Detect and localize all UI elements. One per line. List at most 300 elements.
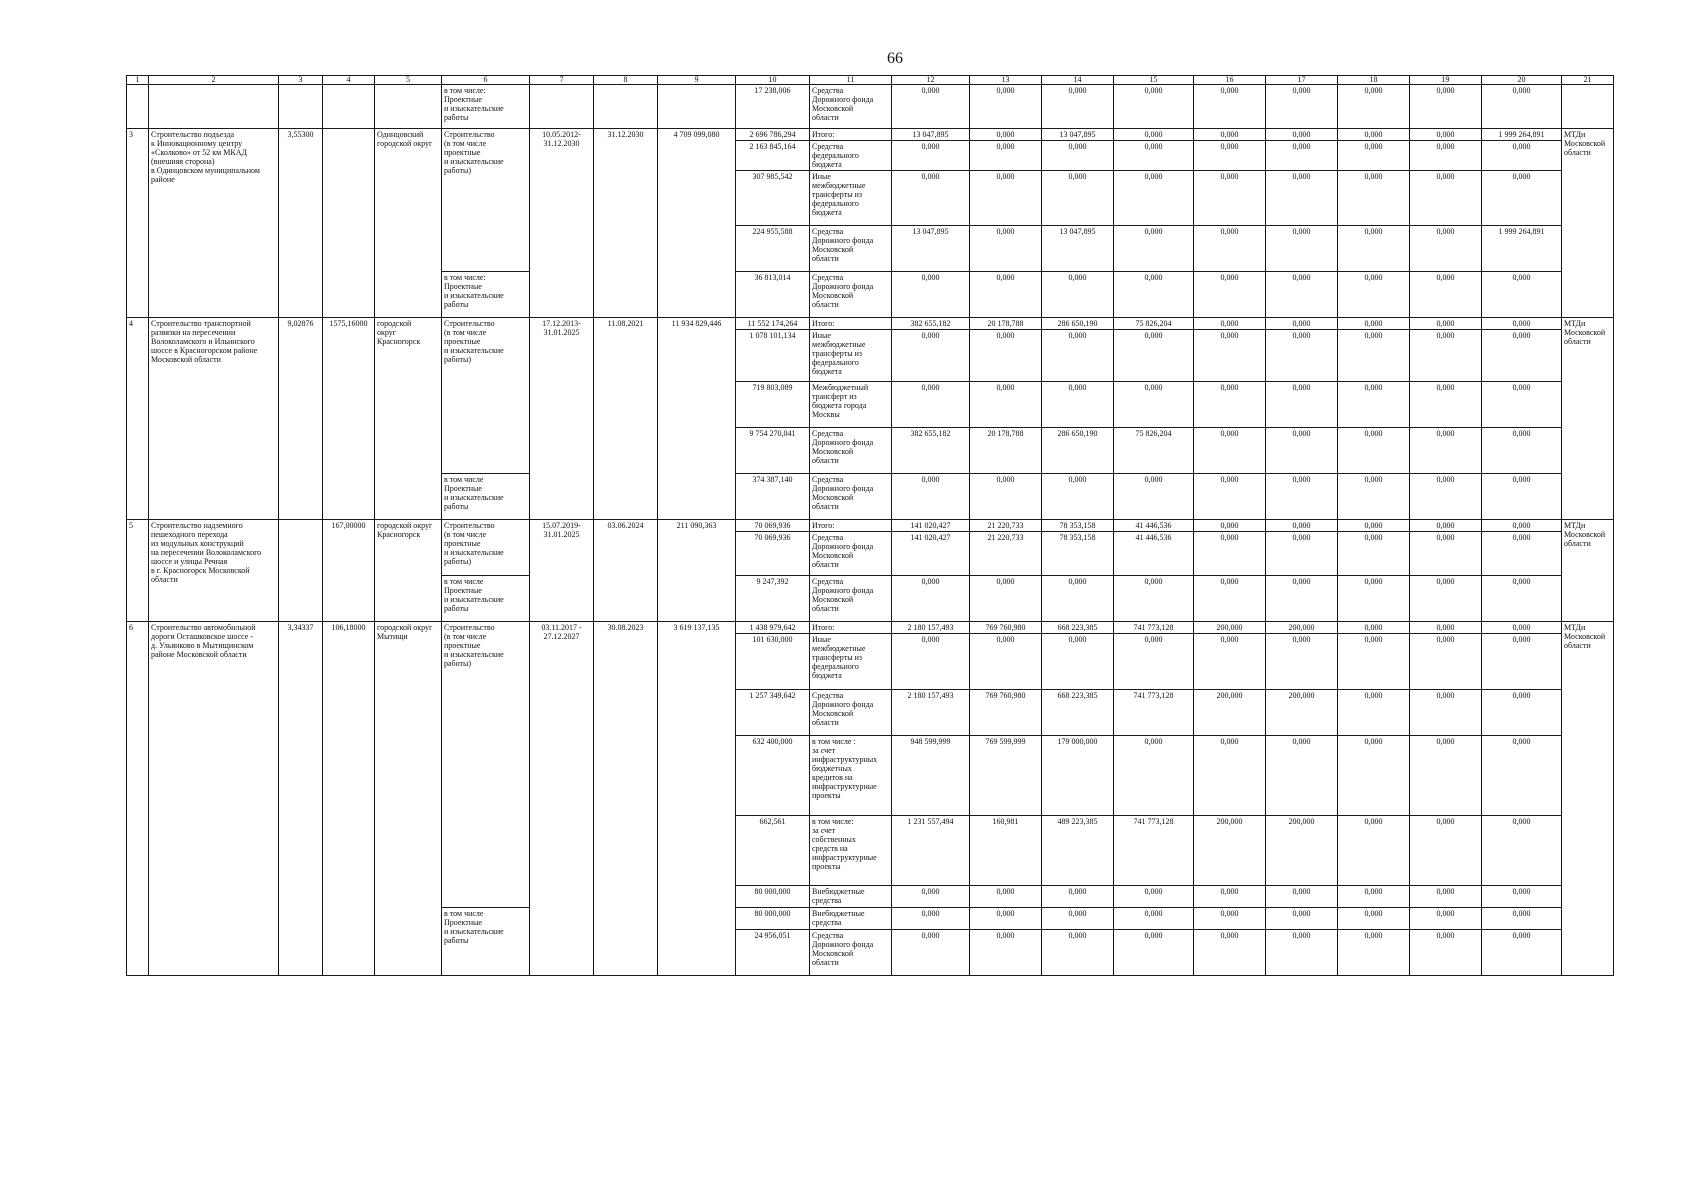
amount-cell: 0,000 (1338, 622, 1410, 634)
amount-cell: 20 178,788 (970, 318, 1042, 330)
amount-cell: 0,000 (970, 382, 1042, 428)
period-cell: 03.11.2017 - 27.12.2027 (530, 622, 594, 976)
amount-cell: 0,000 (1482, 886, 1562, 908)
amount-cell: 0,000 (1194, 272, 1266, 318)
length-cell: 3,34337 (279, 622, 323, 976)
amount-cell: 769 760,980 (970, 690, 1042, 736)
amount-cell: 0,000 (1266, 532, 1338, 576)
municipality-cell: Одинцовский городской округ (375, 129, 442, 318)
amount-cell: 200,000 (1194, 816, 1266, 886)
customer-cell: МТДи Московской области (1562, 622, 1614, 976)
source-cell: Средства Дорожного фонда Московской области (810, 226, 892, 272)
amount-cell: 668 223,385 (1042, 690, 1114, 736)
amount-cell: 286 650,190 (1042, 428, 1114, 474)
amount-cell: 0,000 (1338, 474, 1410, 520)
amount-cell: 0,000 (1042, 908, 1114, 930)
table-row (127, 520, 1614, 532)
amount-cell: 1 231 557,494 (892, 816, 970, 886)
deadline-cell: 30.08.2023 (594, 622, 658, 976)
source-cell: Внебюджетные средства (810, 886, 892, 908)
work-type-cell: Строительство (в том числе проектные и изыскательские работы) (442, 318, 530, 474)
column-number: 11 (810, 76, 892, 85)
column-number: 13 (970, 76, 1042, 85)
municipality-cell: городской округ Красногорск (375, 520, 442, 622)
source-cell: Внебюджетные средства (810, 908, 892, 930)
amount-cell: 948 599,999 (892, 736, 970, 816)
amount-cell: 0,000 (892, 908, 970, 930)
period-cell: 10.05.2012- 31.12.2030 (530, 129, 594, 318)
amount-cell: 13 047,895 (892, 129, 970, 141)
amount-cell: 0,000 (1410, 129, 1482, 141)
financed-cell: 80 000,000 (736, 908, 810, 930)
source-cell: Средства Дорожного фонда Московской области (810, 428, 892, 474)
amount-cell: 0,000 (1194, 129, 1266, 141)
column-number: 3 (279, 76, 323, 85)
amount-cell: 0,000 (1266, 318, 1338, 330)
column-number: 16 (1194, 76, 1266, 85)
financed-cell: 9 247,392 (736, 576, 810, 622)
amount-cell: 0,000 (1266, 634, 1338, 690)
amount-cell: 0,000 (1482, 85, 1562, 129)
object-name (149, 85, 279, 129)
amount-cell: 1 999 264,891 (1482, 226, 1562, 272)
column-number: 1 (127, 76, 149, 85)
area-cell: 106,18000 (323, 622, 375, 976)
amount-cell: 0,000 (1482, 532, 1562, 576)
amount-cell: 0,000 (1338, 226, 1410, 272)
cost-cell (658, 85, 736, 129)
amount-cell: 0,000 (1114, 930, 1194, 976)
financed-cell: 9 754 270,041 (736, 428, 810, 474)
amount-cell: 0,000 (1042, 272, 1114, 318)
work-type-cell: в том числе Проектные и изыскательские работы (442, 576, 530, 622)
amount-cell: 0,000 (1194, 141, 1266, 171)
amount-cell: 0,000 (1410, 520, 1482, 532)
amount-cell: 0,000 (970, 141, 1042, 171)
amount-cell: 21 220,733 (970, 532, 1042, 576)
amount-cell: 0,000 (1266, 330, 1338, 382)
amount-cell: 286 650,190 (1042, 318, 1114, 330)
amount-cell: 0,000 (970, 129, 1042, 141)
deadline-cell: 11.08.2021 (594, 318, 658, 520)
amount-cell: 0,000 (1338, 330, 1410, 382)
length-cell: 3,55300 (279, 129, 323, 318)
work-type-cell: в том числе: Проектные и изыскательские работы (442, 85, 530, 129)
source-cell: Итого: (810, 318, 892, 330)
source-cell: Итого: (810, 622, 892, 634)
amount-cell: 0,000 (1266, 908, 1338, 930)
amount-cell: 0,000 (892, 171, 970, 226)
source-cell: Иные межбюджетные трансферты из федерального бюджета (810, 171, 892, 226)
source-cell: в том числе: за счет собственных средств на инфраструктурные проекты (810, 816, 892, 886)
municipality-cell: городской округ Мытищи (375, 622, 442, 976)
amount-cell: 0,000 (1482, 622, 1562, 634)
area-cell (323, 85, 375, 129)
amount-cell: 0,000 (892, 330, 970, 382)
column-number: 8 (594, 76, 658, 85)
column-number: 21 (1562, 76, 1614, 85)
amount-cell: 0,000 (1266, 886, 1338, 908)
amount-cell: 0,000 (1410, 886, 1482, 908)
work-type-cell: в том числе: Проектные и изыскательские работы (442, 272, 530, 318)
amount-cell: 0,000 (1042, 576, 1114, 622)
source-cell: Иные межбюджетные трансферты из федерального бюджета (810, 634, 892, 690)
amount-cell: 41 446,536 (1114, 520, 1194, 532)
amount-cell: 0,000 (1410, 272, 1482, 318)
amount-cell: 0,000 (970, 576, 1042, 622)
deadline-cell (594, 85, 658, 129)
deadline-cell: 31.12.2030 (594, 129, 658, 318)
amount-cell: 0,000 (1194, 428, 1266, 474)
amount-cell: 668 223,385 (1042, 622, 1114, 634)
column-number: 17 (1266, 76, 1338, 85)
table-row (127, 622, 1614, 634)
financed-cell: 70 069,936 (736, 532, 810, 576)
amount-cell: 0,000 (1338, 690, 1410, 736)
amount-cell: 0,000 (1410, 318, 1482, 330)
source-cell: Межбюджетный трансферт из бюджета города Москвы (810, 382, 892, 428)
amount-cell: 0,000 (1114, 576, 1194, 622)
amount-cell: 0,000 (1482, 330, 1562, 382)
amount-cell: 0,000 (1482, 816, 1562, 886)
amount-cell: 0,000 (1410, 226, 1482, 272)
amount-cell: 0,000 (1338, 532, 1410, 576)
column-number: 14 (1042, 76, 1114, 85)
source-cell: Средства Дорожного фонда Московской области (810, 272, 892, 318)
amount-cell: 0,000 (1194, 474, 1266, 520)
amount-cell: 769 760,980 (970, 622, 1042, 634)
amount-cell: 2 180 157,493 (892, 690, 970, 736)
amount-cell: 0,000 (1338, 171, 1410, 226)
amount-cell: 0,000 (1114, 908, 1194, 930)
amount-cell: 0,000 (892, 634, 970, 690)
municipality-cell: городской округ Красногорск (375, 318, 442, 520)
amount-cell: 75 826,204 (1114, 428, 1194, 474)
amount-cell: 0,000 (892, 474, 970, 520)
area-cell (323, 129, 375, 318)
amount-cell: 0,000 (970, 85, 1042, 129)
amount-cell: 0,000 (1482, 318, 1562, 330)
amount-cell: 0,000 (1410, 330, 1482, 382)
amount-cell: 0,000 (1266, 272, 1338, 318)
source-cell: Средства Дорожного фонда Московской области (810, 85, 892, 129)
amount-cell: 141 020,427 (892, 520, 970, 532)
source-cell: Средства Дорожного фонда Московской области (810, 532, 892, 576)
amount-cell: 0,000 (1266, 141, 1338, 171)
cost-cell: 3 619 137,135 (658, 622, 736, 976)
customer-cell: МТДи Московской области (1562, 318, 1614, 520)
amount-cell: 0,000 (1042, 930, 1114, 976)
amount-cell: 0,000 (1482, 428, 1562, 474)
financed-cell: 662,561 (736, 816, 810, 886)
length-cell (279, 520, 323, 622)
financed-cell: 24 956,051 (736, 930, 810, 976)
source-cell: Средства Дорожного фонда Московской области (810, 930, 892, 976)
amount-cell: 0,000 (970, 171, 1042, 226)
amount-cell: 0,000 (1410, 816, 1482, 886)
amount-cell: 741 773,128 (1114, 816, 1194, 886)
area-cell: 167,00000 (323, 520, 375, 622)
column-number: 19 (1410, 76, 1482, 85)
amount-cell: 0,000 (1114, 736, 1194, 816)
amount-cell: 0,000 (1410, 382, 1482, 428)
amount-cell: 0,000 (1482, 690, 1562, 736)
amount-cell: 0,000 (1114, 382, 1194, 428)
amount-cell: 0,000 (1114, 272, 1194, 318)
financed-cell: 36 813,014 (736, 272, 810, 318)
financed-cell: 2 696 786,294 (736, 129, 810, 141)
amount-cell: 0,000 (1266, 428, 1338, 474)
amount-cell: 0,000 (1338, 318, 1410, 330)
amount-cell: 0,000 (1042, 474, 1114, 520)
amount-cell: 0,000 (1482, 272, 1562, 318)
amount-cell: 741 773,128 (1114, 622, 1194, 634)
amount-cell: 0,000 (1482, 141, 1562, 171)
amount-cell: 200,000 (1194, 622, 1266, 634)
column-number: 6 (442, 76, 530, 85)
financed-cell: 632 400,000 (736, 736, 810, 816)
area-cell: 1575,16000 (323, 318, 375, 520)
amount-cell: 0,000 (1338, 382, 1410, 428)
amount-cell: 200,000 (1266, 690, 1338, 736)
amount-cell: 0,000 (1042, 330, 1114, 382)
financing-table (126, 75, 1614, 976)
row-number: 6 (127, 622, 149, 976)
cost-cell: 4 709 099,080 (658, 129, 736, 318)
amount-cell: 200,000 (1266, 622, 1338, 634)
cost-cell: 211 090,363 (658, 520, 736, 622)
amount-cell: 0,000 (892, 382, 970, 428)
amount-cell: 0,000 (1266, 129, 1338, 141)
amount-cell: 0,000 (970, 474, 1042, 520)
amount-cell: 0,000 (1410, 532, 1482, 576)
amount-cell: 0,000 (1042, 886, 1114, 908)
object-name: Строительство надземного пешеходного перехода из модульных конструкций на пересечении Волоколамского шоссе и улицы Речная в г. Красногорск Московской области (149, 520, 279, 622)
municipality-cell (375, 85, 442, 129)
amount-cell: 0,000 (1410, 736, 1482, 816)
amount-cell: 489 223,385 (1042, 816, 1114, 886)
work-type-cell: Строительство (в том числе проектные и изыскательские работы) (442, 520, 530, 576)
financed-cell: 70 069,936 (736, 520, 810, 532)
financed-cell: 11 552 174,264 (736, 318, 810, 330)
period-cell (530, 85, 594, 129)
amount-cell: 13 047,895 (892, 226, 970, 272)
financed-cell: 719 803,089 (736, 382, 810, 428)
amount-cell: 0,000 (1410, 141, 1482, 171)
amount-cell: 0,000 (1410, 428, 1482, 474)
column-number: 10 (736, 76, 810, 85)
source-cell: Средства Дорожного фонда Московской области (810, 690, 892, 736)
amount-cell: 0,000 (1114, 634, 1194, 690)
amount-cell: 0,000 (970, 930, 1042, 976)
object-name: Строительство автомобильной дороги Осташковское шоссе - д. Ульянково в Мытищинском районе Московской области (149, 622, 279, 976)
amount-cell: 0,000 (1338, 736, 1410, 816)
length-cell (279, 85, 323, 129)
amount-cell: 78 353,158 (1042, 532, 1114, 576)
amount-cell: 0,000 (1482, 930, 1562, 976)
amount-cell: 0,000 (892, 272, 970, 318)
amount-cell: 0,000 (1338, 85, 1410, 129)
amount-cell: 0,000 (1410, 85, 1482, 129)
financed-cell: 374 387,140 (736, 474, 810, 520)
amount-cell: 0,000 (1482, 634, 1562, 690)
amount-cell: 0,000 (1338, 634, 1410, 690)
amount-cell: 382 655,182 (892, 428, 970, 474)
column-number: 5 (375, 76, 442, 85)
source-cell: Средства федерального бюджета (810, 141, 892, 171)
amount-cell: 21 220,733 (970, 520, 1042, 532)
amount-cell: 0,000 (1482, 171, 1562, 226)
source-cell: Итого: (810, 129, 892, 141)
amount-cell: 741 773,128 (1114, 690, 1194, 736)
amount-cell: 769 599,999 (970, 736, 1042, 816)
amount-cell: 0,000 (1410, 930, 1482, 976)
financed-cell: 1 078 101,134 (736, 330, 810, 382)
amount-cell: 0,000 (1266, 930, 1338, 976)
amount-cell: 0,000 (892, 85, 970, 129)
amount-cell: 0,000 (1338, 141, 1410, 171)
column-number-row (127, 76, 1614, 85)
amount-cell: 0,000 (1266, 226, 1338, 272)
amount-cell: 0,000 (1266, 736, 1338, 816)
customer-cell: МТДи Московской области (1562, 520, 1614, 622)
amount-cell: 0,000 (1338, 930, 1410, 976)
financed-cell: 1 257 349,642 (736, 690, 810, 736)
amount-cell: 0,000 (1410, 576, 1482, 622)
deadline-cell: 03.06.2024 (594, 520, 658, 622)
amount-cell: 0,000 (970, 272, 1042, 318)
amount-cell: 0,000 (1042, 382, 1114, 428)
customer-cell: МТДи Московской области (1562, 129, 1614, 318)
amount-cell: 0,000 (892, 886, 970, 908)
amount-cell: 0,000 (1194, 85, 1266, 129)
customer-cell (1562, 85, 1614, 129)
amount-cell: 1 999 264,891 (1482, 129, 1562, 141)
column-number: 7 (530, 76, 594, 85)
amount-cell: 0,000 (892, 141, 970, 171)
amount-cell: 0,000 (1194, 532, 1266, 576)
work-type-cell: в том числе Проектные и изыскательские работы (442, 908, 530, 976)
amount-cell: 141 020,427 (892, 532, 970, 576)
amount-cell: 0,000 (1194, 226, 1266, 272)
amount-cell: 0,000 (970, 226, 1042, 272)
amount-cell: 0,000 (1338, 428, 1410, 474)
amount-cell: 0,000 (1194, 634, 1266, 690)
amount-cell: 0,000 (970, 330, 1042, 382)
amount-cell: 160,981 (970, 816, 1042, 886)
column-number: 2 (149, 76, 279, 85)
amount-cell: 0,000 (1338, 816, 1410, 886)
table-body (127, 76, 1614, 976)
source-cell: Иные межбюджетные трансферты из федерального бюджета (810, 330, 892, 382)
amount-cell: 0,000 (1114, 85, 1194, 129)
column-number: 18 (1338, 76, 1410, 85)
amount-cell: 0,000 (1114, 886, 1194, 908)
amount-cell: 0,000 (1266, 85, 1338, 129)
amount-cell: 78 353,158 (1042, 520, 1114, 532)
amount-cell: 382 655,182 (892, 318, 970, 330)
length-cell: 9,02876 (279, 318, 323, 520)
amount-cell: 20 178,788 (970, 428, 1042, 474)
row-number: 3 (127, 129, 149, 318)
work-type-cell: Строительство (в том числе проектные и изыскательские работы) (442, 129, 530, 272)
amount-cell: 0,000 (1194, 736, 1266, 816)
amount-cell: 0,000 (1338, 129, 1410, 141)
table-row (127, 129, 1614, 141)
amount-cell: 200,000 (1194, 690, 1266, 736)
row-number: 4 (127, 318, 149, 520)
cost-cell: 11 934 829,446 (658, 318, 736, 520)
source-cell: в том числе : за счет инфраструктурных бюджетных кредитов на инфраструктурные проекты (810, 736, 892, 816)
amount-cell: 41 446,536 (1114, 532, 1194, 576)
amount-cell: 13 047,895 (1042, 226, 1114, 272)
amount-cell: 0,000 (1194, 520, 1266, 532)
amount-cell: 75 826,204 (1114, 318, 1194, 330)
amount-cell: 0,000 (1194, 318, 1266, 330)
financed-cell: 80 000,000 (736, 886, 810, 908)
amount-cell: 0,000 (1194, 886, 1266, 908)
column-number: 4 (323, 76, 375, 85)
amount-cell: 0,000 (1482, 908, 1562, 930)
amount-cell: 0,000 (892, 576, 970, 622)
financed-cell: 1 438 979,642 (736, 622, 810, 634)
amount-cell: 0,000 (1410, 690, 1482, 736)
amount-cell: 0,000 (1194, 382, 1266, 428)
amount-cell: 0,000 (1410, 622, 1482, 634)
amount-cell: 0,000 (1114, 226, 1194, 272)
amount-cell: 0,000 (1114, 171, 1194, 226)
amount-cell: 0,000 (1114, 141, 1194, 171)
amount-cell: 0,000 (1410, 171, 1482, 226)
amount-cell: 0,000 (1482, 736, 1562, 816)
financed-cell: 17 238,006 (736, 85, 810, 129)
page-number: 66 (887, 50, 903, 67)
column-number: 12 (892, 76, 970, 85)
row-number (127, 85, 149, 129)
amount-cell: 13 047,895 (1042, 129, 1114, 141)
source-cell: Средства Дорожного фонда Московской области (810, 576, 892, 622)
amount-cell: 0,000 (1042, 634, 1114, 690)
amount-cell: 0,000 (1482, 576, 1562, 622)
column-number: 15 (1114, 76, 1194, 85)
amount-cell: 200,000 (1266, 816, 1338, 886)
amount-cell: 0,000 (1482, 474, 1562, 520)
amount-cell: 0,000 (970, 908, 1042, 930)
amount-cell: 0,000 (1338, 908, 1410, 930)
amount-cell: 0,000 (1042, 141, 1114, 171)
work-type-cell: Строительство (в том числе проектные и изыскательские работы) (442, 622, 530, 908)
table-row (127, 85, 1614, 129)
row-number: 5 (127, 520, 149, 622)
amount-cell: 0,000 (1338, 520, 1410, 532)
object-name: Строительство транспортной развязки на пересечении Волоколамского и Ильинского шоссе в Красногорском районе Московской области (149, 318, 279, 520)
table-row (127, 318, 1614, 330)
amount-cell: 0,000 (1194, 330, 1266, 382)
amount-cell: 0,000 (1042, 85, 1114, 129)
amount-cell: 0,000 (1266, 382, 1338, 428)
amount-cell: 0,000 (1194, 171, 1266, 226)
column-number: 20 (1482, 76, 1562, 85)
amount-cell: 0,000 (1194, 576, 1266, 622)
financed-cell: 224 955,588 (736, 226, 810, 272)
period-cell: 15.07.2019- 31.01.2025 (530, 520, 594, 622)
amount-cell: 0,000 (1114, 129, 1194, 141)
amount-cell: 0,000 (970, 634, 1042, 690)
amount-cell: 0,000 (1266, 520, 1338, 532)
amount-cell: 0,000 (1338, 272, 1410, 318)
source-cell: Средства Дорожного фонда Московской области (810, 474, 892, 520)
amount-cell: 0,000 (1338, 886, 1410, 908)
